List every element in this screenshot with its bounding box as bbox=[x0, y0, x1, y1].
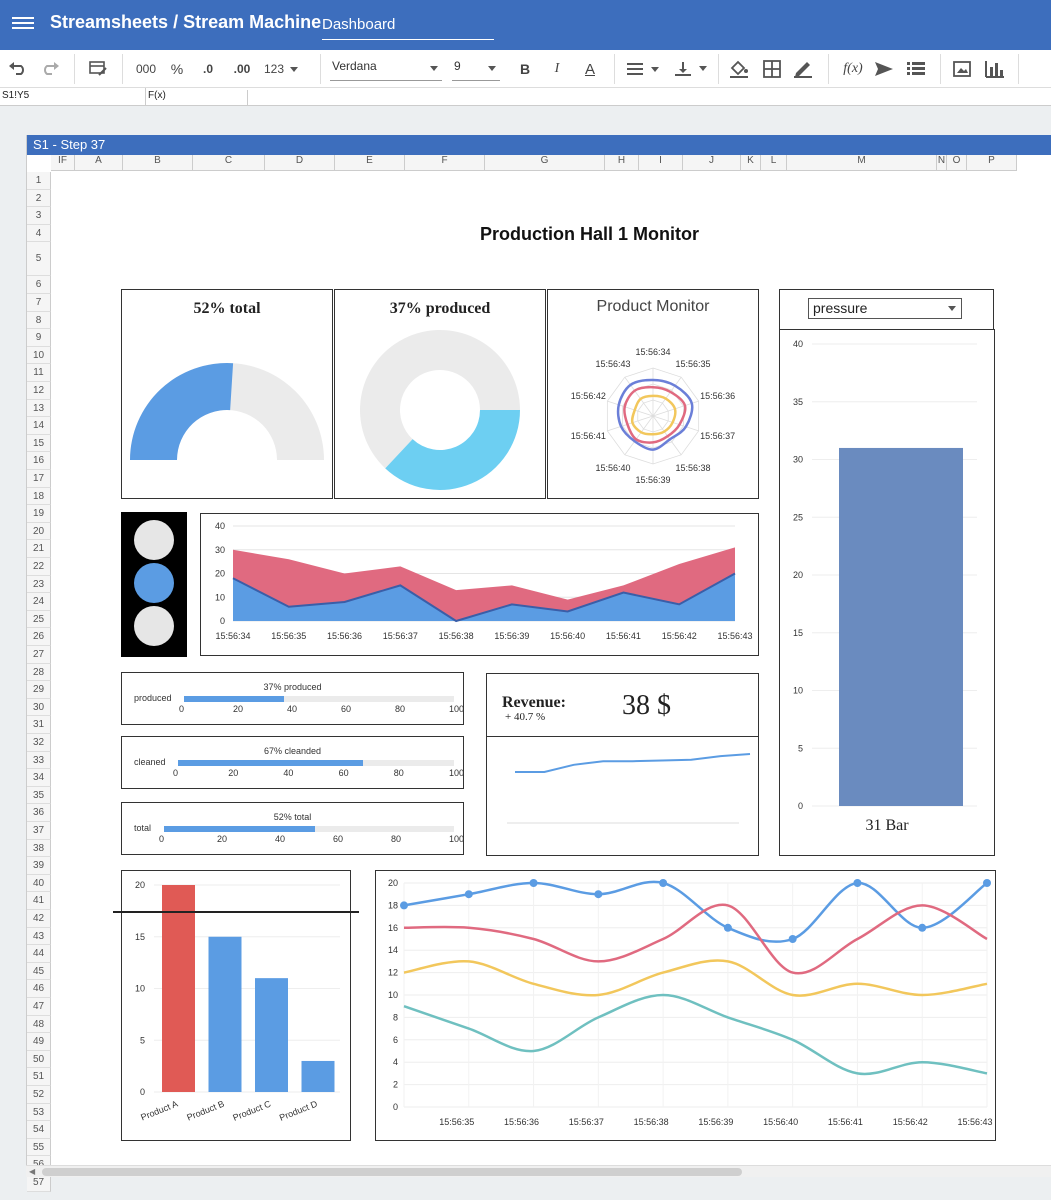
format-painter-icon[interactable] bbox=[86, 56, 110, 82]
cleaned-bar-title: 67% cleanded bbox=[263, 746, 322, 756]
page-name[interactable]: Dashboard bbox=[322, 16, 494, 40]
y-tick-label: 18 bbox=[387, 900, 398, 911]
y-tick-label: 10 bbox=[792, 685, 803, 696]
column-header[interactable]: IF bbox=[51, 155, 75, 171]
column-header[interactable]: N bbox=[937, 155, 947, 171]
pressure-value-label: 31 Bar bbox=[865, 817, 909, 834]
traffic-light bbox=[121, 512, 187, 657]
row-header[interactable]: 24 bbox=[27, 593, 51, 611]
product-bar bbox=[162, 885, 195, 1092]
total-bar-panel bbox=[121, 802, 464, 855]
bar-tick-label: 80 bbox=[395, 704, 406, 714]
y-tick-label: 20 bbox=[214, 568, 225, 579]
function-button[interactable]: f(x) bbox=[843, 61, 863, 76]
pressure-chart-panel bbox=[779, 329, 995, 856]
x-tick-label: 15:56:43 bbox=[717, 631, 753, 641]
donut-produced-fill bbox=[385, 410, 520, 490]
row-header[interactable]: 2 bbox=[27, 190, 51, 208]
area-chart-panel bbox=[200, 513, 759, 656]
row-header[interactable]: 42 bbox=[27, 910, 51, 928]
row-header[interactable]: 11 bbox=[27, 364, 51, 382]
bar-tick-label: 40 bbox=[283, 768, 294, 778]
donut-produced-panel bbox=[334, 289, 546, 499]
number-format-button[interactable]: 000 bbox=[135, 62, 157, 76]
bar-tick-label: 20 bbox=[233, 704, 244, 714]
row-header[interactable]: 30 bbox=[27, 699, 51, 717]
row-header[interactable]: 10 bbox=[27, 347, 51, 365]
y-tick-label: 25 bbox=[792, 512, 803, 523]
number-type-label: 123 bbox=[264, 62, 285, 76]
bar-tick-label: 0 bbox=[159, 834, 165, 844]
donut-produced-title: 37% produced bbox=[389, 300, 491, 317]
column-header[interactable]: M bbox=[787, 155, 937, 171]
y-tick-label: 10 bbox=[387, 990, 398, 1000]
y-tick-label: 0 bbox=[139, 1087, 145, 1097]
increase-decimals-button[interactable]: .00 bbox=[233, 62, 251, 76]
product-bar bbox=[302, 1061, 335, 1092]
y-tick-label: 16 bbox=[387, 922, 398, 933]
total-bar-track bbox=[164, 826, 454, 832]
row-header[interactable]: 53 bbox=[27, 1104, 51, 1122]
row-header[interactable]: 13 bbox=[27, 400, 51, 418]
font-family-select[interactable] bbox=[330, 59, 442, 81]
row-header[interactable]: 6 bbox=[27, 276, 51, 294]
borders-icon[interactable] bbox=[760, 56, 784, 82]
x-tick-label: 15:56:39 bbox=[698, 1117, 734, 1127]
bar-tick-label: 20 bbox=[217, 834, 228, 844]
bar-tick-label: 20 bbox=[228, 768, 239, 778]
redo-icon[interactable] bbox=[38, 56, 62, 82]
row-header[interactable]: 3 bbox=[27, 207, 51, 225]
x-tick-label: 15:56:38 bbox=[438, 631, 474, 641]
row-header[interactable]: 12 bbox=[27, 382, 51, 400]
gauge-total-title: 52% total bbox=[193, 300, 261, 317]
y-tick-label: 40 bbox=[792, 339, 803, 349]
y-tick-label: 10 bbox=[134, 983, 145, 994]
y-tick-label: 12 bbox=[387, 967, 398, 978]
decrease-decimals-button[interactable]: .0 bbox=[202, 62, 213, 76]
row-header[interactable]: 28 bbox=[27, 664, 51, 682]
undo-icon[interactable] bbox=[6, 56, 30, 82]
y-tick-label: 20 bbox=[387, 878, 398, 888]
y-tick-label: 0 bbox=[392, 1102, 398, 1112]
row-header[interactable]: 44 bbox=[27, 945, 51, 963]
font-size-select[interactable] bbox=[452, 59, 500, 81]
dashboard-title: Production Hall 1 Monitor bbox=[480, 224, 699, 244]
row-header[interactable]: 51 bbox=[27, 1068, 51, 1086]
row-header[interactable]: 45 bbox=[27, 963, 51, 981]
row-header[interactable]: 15 bbox=[27, 435, 51, 453]
bar-tick-label: 100 bbox=[449, 834, 465, 844]
row-header[interactable]: 54 bbox=[27, 1121, 51, 1139]
row-header[interactable]: 38 bbox=[27, 840, 51, 858]
y-tick-label: 35 bbox=[792, 396, 803, 407]
produced-bar-fill bbox=[184, 696, 284, 702]
y-tick-label: 20 bbox=[134, 880, 145, 890]
radar-axis-label: 15:56:42 bbox=[570, 391, 606, 402]
product-bar bbox=[209, 937, 242, 1092]
revenue-panel bbox=[486, 673, 759, 856]
y-tick-label: 30 bbox=[214, 544, 225, 555]
y-tick-label: 5 bbox=[139, 1035, 145, 1046]
cleaned-bar-fill bbox=[178, 760, 363, 766]
line-chart-panel bbox=[375, 870, 996, 1141]
row-header[interactable]: 20 bbox=[27, 523, 51, 541]
traffic-light-bottom bbox=[134, 606, 174, 646]
bar-tick-label: 60 bbox=[333, 834, 344, 844]
radar-axis-label: 15:56:43 bbox=[595, 359, 631, 370]
row-header[interactable]: 40 bbox=[27, 875, 51, 893]
line-point bbox=[530, 879, 538, 887]
bar-tick-label: 0 bbox=[179, 704, 185, 714]
radar-axis-label: 15:56:36 bbox=[700, 391, 736, 402]
pressure-bar bbox=[839, 448, 963, 806]
bar-tick-label: 80 bbox=[393, 768, 404, 778]
cell-reference[interactable]: S1!Y5 bbox=[0, 88, 146, 106]
cleaned-bar-track bbox=[178, 760, 454, 766]
row-header[interactable]: 7 bbox=[27, 294, 51, 312]
row-header[interactable]: 39 bbox=[27, 857, 51, 875]
bar-chart-icon[interactable] bbox=[982, 56, 1008, 82]
radar-chart bbox=[548, 290, 758, 498]
cleaned-bar-panel bbox=[121, 736, 464, 789]
radar-axis-label: 15:56:37 bbox=[700, 430, 736, 441]
column-header[interactable]: L bbox=[761, 155, 787, 171]
x-tick-label: 15:56:41 bbox=[827, 1117, 863, 1127]
y-tick-label: 4 bbox=[392, 1057, 398, 1068]
x-tick-label: 15:56:40 bbox=[550, 631, 586, 641]
y-tick-label: 5 bbox=[797, 743, 803, 754]
app-title: Streamsheets / Stream Machine bbox=[50, 12, 322, 32]
bold-button[interactable]: B bbox=[519, 61, 531, 77]
scrollbar-thumb[interactable] bbox=[42, 1168, 742, 1176]
x-tick-label: Product B bbox=[185, 1098, 226, 1123]
bar-tick-label: 40 bbox=[275, 834, 286, 844]
row-header[interactable]: 50 bbox=[27, 1051, 51, 1069]
x-tick-label: 15:56:40 bbox=[763, 1117, 799, 1127]
formula-bar bbox=[0, 88, 1051, 106]
row-header[interactable]: 9 bbox=[27, 329, 51, 347]
top-bar bbox=[0, 0, 1051, 50]
sheet-title: S1 - Step 37 bbox=[27, 135, 1051, 155]
x-tick-label: 15:56:35 bbox=[439, 1117, 475, 1127]
radar-axis-label: 15:56:39 bbox=[635, 475, 671, 485]
column-header[interactable]: D bbox=[265, 155, 335, 171]
scroll-left-icon[interactable]: ◀ bbox=[29, 1167, 36, 1176]
product-bar bbox=[255, 978, 288, 1092]
toolbar bbox=[0, 50, 1051, 88]
x-tick-label: 15:56:42 bbox=[661, 631, 697, 641]
line-point bbox=[983, 879, 991, 887]
row-header[interactable]: 32 bbox=[27, 734, 51, 752]
y-tick-label: 15 bbox=[134, 931, 145, 942]
radar-axis-label: 15:56:34 bbox=[635, 347, 671, 357]
radar-axis-label: 15:56:35 bbox=[675, 359, 711, 370]
y-tick-label: 40 bbox=[214, 521, 225, 531]
total-bar-label: total bbox=[134, 823, 152, 833]
formula-input[interactable]: F(x) bbox=[148, 90, 248, 106]
y-tick-label: 10 bbox=[214, 592, 225, 603]
revenue-change: + 40.7 % bbox=[505, 711, 546, 723]
column-header[interactable]: O bbox=[947, 155, 967, 171]
x-tick-label: 15:56:36 bbox=[327, 631, 363, 641]
x-tick-label: Product C bbox=[231, 1098, 273, 1123]
multi-line-chart bbox=[376, 871, 995, 1140]
y-tick-label: 15 bbox=[792, 627, 803, 638]
send-icon[interactable] bbox=[872, 56, 896, 82]
bar-tick-label: 100 bbox=[449, 768, 465, 778]
gauge-total-chart bbox=[122, 290, 332, 490]
produced-bar-label: produced bbox=[134, 693, 172, 703]
row-header[interactable]: 36 bbox=[27, 804, 51, 822]
column-header[interactable]: P bbox=[967, 155, 1017, 171]
chevron-down-icon bbox=[488, 66, 496, 71]
row-header[interactable]: 14 bbox=[27, 417, 51, 435]
gauge-total-panel bbox=[121, 289, 333, 499]
row-header[interactable]: 48 bbox=[27, 1016, 51, 1034]
row-header[interactable]: 29 bbox=[27, 681, 51, 699]
row-header[interactable]: 25 bbox=[27, 611, 51, 629]
cleaned-bar-label: cleaned bbox=[134, 757, 166, 767]
row-header[interactable]: 49 bbox=[27, 1033, 51, 1051]
bar-tick-label: 80 bbox=[391, 834, 402, 844]
donut-produced-chart bbox=[335, 290, 545, 498]
line-point bbox=[853, 879, 861, 887]
bar-tick-label: 60 bbox=[338, 768, 349, 778]
row-header[interactable]: 4 bbox=[27, 225, 51, 243]
chevron-down-icon bbox=[290, 67, 298, 72]
column-header[interactable]: E bbox=[335, 155, 405, 171]
row-header[interactable]: 31 bbox=[27, 716, 51, 734]
row-header[interactable]: 34 bbox=[27, 769, 51, 787]
revenue-value: 38 $ bbox=[622, 690, 671, 721]
line-point bbox=[789, 935, 797, 943]
hamburger-menu-icon[interactable] bbox=[12, 14, 34, 34]
produced-bar-track bbox=[184, 696, 454, 702]
bar-tick-label: 40 bbox=[287, 704, 298, 714]
x-tick-label: 15:56:42 bbox=[892, 1117, 928, 1127]
row-header[interactable]: 33 bbox=[27, 752, 51, 770]
column-header[interactable]: C bbox=[193, 155, 265, 171]
percent-button[interactable]: % bbox=[170, 61, 184, 77]
y-tick-label: 6 bbox=[392, 1034, 398, 1045]
pressure-select-value: pressure bbox=[813, 300, 868, 316]
row-header[interactable]: 1 bbox=[27, 172, 51, 190]
total-bar-title: 52% total bbox=[273, 812, 312, 822]
bar-tick-label: 60 bbox=[341, 704, 352, 714]
row-header[interactable]: 43 bbox=[27, 928, 51, 946]
row-header[interactable]: 41 bbox=[27, 892, 51, 910]
bar-tick-label: 0 bbox=[173, 768, 179, 778]
column-header[interactable]: J bbox=[683, 155, 741, 171]
radar-spoke bbox=[607, 401, 653, 416]
pressure-select[interactable] bbox=[808, 298, 962, 319]
column-header[interactable]: F bbox=[405, 155, 485, 171]
align-horizontal-icon[interactable] bbox=[622, 56, 662, 82]
revenue-label: Revenue: bbox=[502, 694, 566, 711]
area-chart bbox=[201, 514, 758, 655]
y-tick-label: 0 bbox=[219, 616, 225, 626]
x-tick-label: 15:56:43 bbox=[957, 1117, 993, 1127]
row-header[interactable]: 26 bbox=[27, 628, 51, 646]
produced-bar-panel bbox=[121, 672, 464, 725]
line-series-2 bbox=[404, 961, 987, 996]
y-tick-label: 8 bbox=[392, 1012, 398, 1023]
row-header[interactable]: 17 bbox=[27, 470, 51, 488]
row-header[interactable]: 55 bbox=[27, 1139, 51, 1157]
row-header[interactable]: 21 bbox=[27, 540, 51, 558]
row-header[interactable]: 52 bbox=[27, 1086, 51, 1104]
radar-axis-label: 15:56:40 bbox=[595, 462, 631, 473]
y-tick-label: 14 bbox=[387, 945, 398, 956]
x-tick-label: 15:56:38 bbox=[633, 1117, 669, 1127]
line-point bbox=[594, 890, 602, 898]
x-tick-label: 15:56:37 bbox=[382, 631, 418, 641]
x-tick-label: 15:56:36 bbox=[504, 1117, 540, 1127]
y-tick-label: 30 bbox=[792, 454, 803, 465]
gauge-total-fill bbox=[130, 363, 233, 460]
chevron-down-icon bbox=[948, 306, 956, 311]
radar-axis-label: 15:56:38 bbox=[675, 462, 711, 473]
threshold-line bbox=[113, 911, 359, 913]
row-header[interactable]: 22 bbox=[27, 558, 51, 576]
y-tick-label: 20 bbox=[792, 570, 803, 580]
x-tick-label: 15:56:39 bbox=[494, 631, 530, 641]
list-icon[interactable] bbox=[904, 56, 928, 82]
image-icon[interactable] bbox=[950, 56, 974, 82]
horizontal-scrollbar[interactable] bbox=[26, 1165, 1051, 1177]
column-header[interactable]: K bbox=[741, 155, 761, 171]
revenue-line bbox=[515, 754, 750, 772]
x-tick-label: Product D bbox=[277, 1098, 319, 1123]
product-monitor-panel bbox=[547, 289, 759, 499]
font-family-value: Verdana bbox=[332, 59, 377, 73]
x-tick-label: Product A bbox=[139, 1098, 180, 1123]
row-header[interactable]: 27 bbox=[27, 646, 51, 664]
row-header[interactable]: 57 bbox=[27, 1174, 51, 1192]
radar-series-0 bbox=[618, 380, 692, 450]
x-tick-label: 15:56:37 bbox=[568, 1117, 604, 1127]
bar-tick-label: 100 bbox=[449, 704, 465, 714]
number-type-dropdown[interactable] bbox=[264, 56, 308, 82]
produced-bar-title: 37% produced bbox=[263, 682, 322, 692]
radar-axis-label: 15:56:41 bbox=[570, 430, 606, 441]
font-color-button[interactable]: A bbox=[584, 60, 595, 78]
revenue-sparkline bbox=[487, 737, 758, 847]
x-tick-label: 15:56:41 bbox=[605, 631, 641, 641]
y-tick-label: 2 bbox=[392, 1079, 398, 1090]
traffic-light-middle bbox=[134, 563, 174, 603]
x-tick-label: 15:56:34 bbox=[215, 631, 251, 641]
fill-color-icon[interactable] bbox=[726, 56, 752, 82]
column-header[interactable]: H bbox=[605, 155, 639, 171]
line-point bbox=[724, 924, 732, 932]
row-header[interactable]: 46 bbox=[27, 980, 51, 998]
row-header[interactable]: 5 bbox=[27, 242, 51, 276]
column-header[interactable]: G bbox=[485, 155, 605, 171]
row-header[interactable]: 47 bbox=[27, 998, 51, 1016]
x-tick-label: 15:56:35 bbox=[271, 631, 307, 641]
row-header[interactable]: 23 bbox=[27, 576, 51, 594]
row-header[interactable]: 18 bbox=[27, 488, 51, 506]
line-point bbox=[659, 879, 667, 887]
column-header[interactable]: B bbox=[123, 155, 193, 171]
row-header[interactable]: 16 bbox=[27, 452, 51, 470]
row-header[interactable]: 19 bbox=[27, 505, 51, 523]
pressure-bar-chart bbox=[780, 330, 994, 855]
line-point bbox=[400, 901, 408, 909]
line-point bbox=[918, 924, 926, 932]
traffic-light-top bbox=[134, 520, 174, 560]
italic-button[interactable]: I bbox=[554, 61, 560, 76]
total-bar-fill bbox=[164, 826, 315, 832]
line-point bbox=[465, 890, 473, 898]
font-size-value: 9 bbox=[454, 59, 461, 73]
row-header[interactable]: 35 bbox=[27, 787, 51, 805]
y-tick-label: 0 bbox=[797, 801, 803, 811]
column-header[interactable]: I bbox=[639, 155, 683, 171]
row-header[interactable]: 37 bbox=[27, 822, 51, 840]
product-monitor-title: Product Monitor bbox=[596, 298, 710, 315]
row-header[interactable]: 8 bbox=[27, 312, 51, 330]
line-color-icon[interactable] bbox=[790, 56, 816, 82]
align-vertical-icon[interactable] bbox=[670, 56, 710, 82]
chevron-down-icon bbox=[430, 66, 438, 71]
column-header[interactable]: A bbox=[75, 155, 123, 171]
